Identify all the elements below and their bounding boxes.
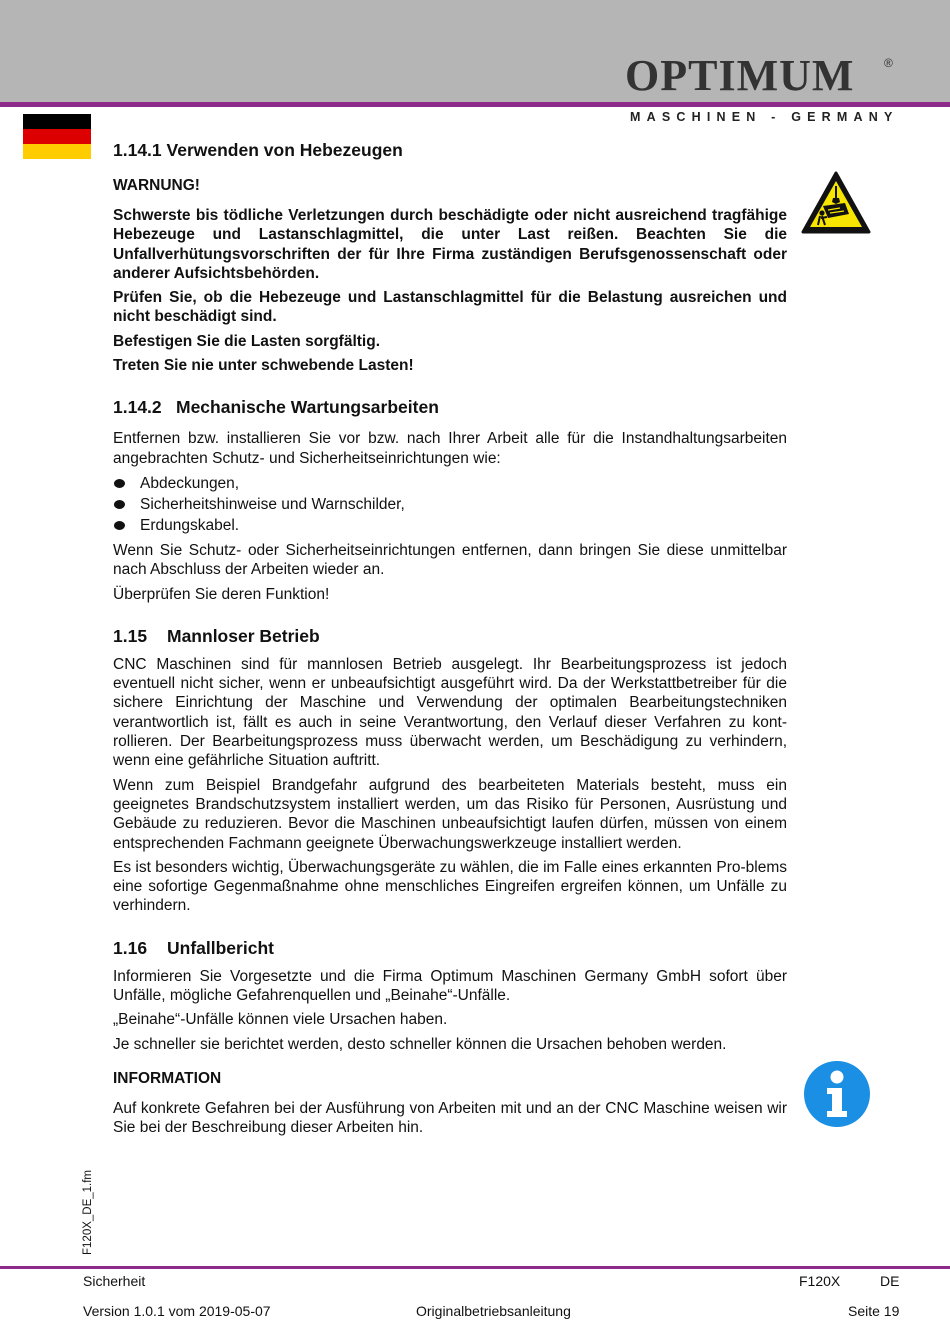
information-paragraph: Auf konkrete Gefahren bei der Ausführung von Arbeiten mit und an der CNC Maschine weisen wir Sie bei der Beschreibung dieser Arbeiten hin.: [113, 1099, 787, 1137]
warning-paragraph: Treten Sie nie unter schwebende Lasten!: [113, 357, 414, 375]
footer-page-number: Seite 19: [848, 1303, 900, 1319]
section-heading-1-15: [113, 626, 787, 647]
body-paragraph: Je schneller sie berichtet werden, desto schneller können die Ursachen behoben werden.: [113, 1035, 727, 1053]
body-paragraph: „Beinahe“-Unfälle können viele Ursachen haben.: [113, 1011, 448, 1029]
warning-paragraph: Prüfen Sie, ob die Hebezeuge und Lastanschlagmittel für die Belastung ausreichen und nicht beschädigt sind.: [113, 289, 787, 326]
section-title: Unfallbericht: [167, 937, 274, 958]
information-icon: [803, 1060, 871, 1128]
body-paragraph: Wenn zum Beispiel Brandgefahr aufgrund des bearbeiteten Materials besteht, muss ein geeignetes Brandschutzsystem installiert werden, um das Risiko für Personen, Ausrüstung und Gebäude zu reduzieren. Bevor die Maschinen unbeaufsichtigt laufen dürfen, müssen von einem entsprechenden Fachmann geeignete Überwachungswerkzeuge installiert werden.: [113, 776, 787, 852]
section-number: 1.15: [113, 625, 148, 646]
section-title: Mannloser Betrieb: [167, 625, 320, 646]
bullet-icon: [114, 500, 125, 509]
section-heading-1-16: [113, 938, 787, 959]
footer-document-type: Originalbetriebsanleitung: [416, 1303, 571, 1319]
section-number: 1.16: [113, 937, 148, 958]
body-paragraph: Überprüfen Sie deren Funktion!: [113, 585, 330, 603]
footer-version: Version 1.0.1 vom 2019-05-07: [83, 1303, 271, 1319]
section-heading-1-14-2: [113, 397, 787, 418]
list-item: Abdeckungen,: [113, 473, 787, 494]
body-paragraph: CNC Maschinen sind für mannlosen Betrieb ausgelegt. Ihr Bearbeitungsprozess ist jedoch eventuell nicht sicher, wenn er unbeaufsichtigt ausgeführt wird. Da der Werkstattbetreiber für die sichere Einrichtung der Maschine und Verwendung der optimalen Bearbeitungstechniken verantwortlich ist, fällt es auch in seine Verantwortung, den Verlauf dieser Verfahren zu kont-rollieren. Der Bearbeitungsprozess muss überwacht werden, um Beschädigung zu verhindern, wenn eine gefährliche Situation auftritt.: [113, 655, 787, 770]
bullet-icon: [114, 521, 125, 530]
german-flag-icon: [23, 114, 91, 159]
brand-tagline: MASCHINEN - GERMANY: [630, 110, 899, 124]
footer-model: F120X: [799, 1273, 841, 1289]
registered-mark: ®: [884, 56, 893, 70]
footer-language: DE: [880, 1273, 900, 1289]
body-paragraph: Informieren Sie Vorgesetzte und die Firma Optimum Maschinen Germany GmbH sofort über Unfälle, mögliche Gefahrenquellen und „Beinahe“-Unfälle.: [113, 967, 787, 1005]
bullet-list: [113, 473, 787, 536]
body-paragraph: Es ist besonders wichtig, Überwachungsgeräte zu wählen, die im Falle eines erkannten Pro-blems eine sofortige Gegenmaßnahme ohne menschliches Eingreifen ergreifen können, um Unfälle zu verhindern.: [113, 858, 787, 915]
section-heading-1-14-1: 1.14.1 Verwenden von Hebezeugen: [113, 140, 403, 160]
warning-paragraph: Befestigen Sie die Lasten sorgfältig.: [113, 332, 381, 350]
bullet-icon: [114, 479, 125, 488]
body-paragraph: Wenn Sie Schutz- oder Sicherheitseinrichtungen entfernen, dann bringen Sie diese unmittelbar nach Abschluss der Arbeiten wieder an.: [113, 541, 787, 579]
suspended-load-warning-icon: [800, 170, 872, 236]
section-title: Mechanische Wartungsarbeiten: [176, 397, 439, 418]
footer-section: Sicherheit: [83, 1273, 146, 1289]
main-content: [113, 140, 787, 1143]
warning-label: WARNUNG!: [113, 177, 200, 194]
warning-paragraph: Schwerste bis tödliche Verletzungen durch beschädigte oder nicht ausreichend tragfähige Hebezeuge und Lastanschlagmittel, die unter Last reißen. Beachten Sie die Unfallverhütungsvorschriften der für Ihre Firma zuständigen Berufsgenossenschaft oder anderer Aufsichtsbehörden.: [113, 207, 787, 282]
brand-logo: OPTIMUM: [625, 51, 855, 100]
list-item: Erdungskabel.: [113, 515, 787, 536]
header-rule: [0, 102, 950, 107]
source-filename: F120X_DE_1.fm: [82, 1169, 94, 1255]
footer-rule: [0, 1266, 950, 1269]
information-label: INFORMATION: [113, 1069, 222, 1087]
body-paragraph: Entfernen bzw. installieren Sie vor bzw. nach Ihrer Arbeit alle für die Instandhaltungsarbeiten angebrachten Schutz- und Sicherheitseinrichtungen wie:: [113, 430, 787, 467]
section-number: 1.14.2: [113, 397, 162, 418]
list-item: Sicherheitshinweise und Warnschilder,: [113, 494, 787, 515]
